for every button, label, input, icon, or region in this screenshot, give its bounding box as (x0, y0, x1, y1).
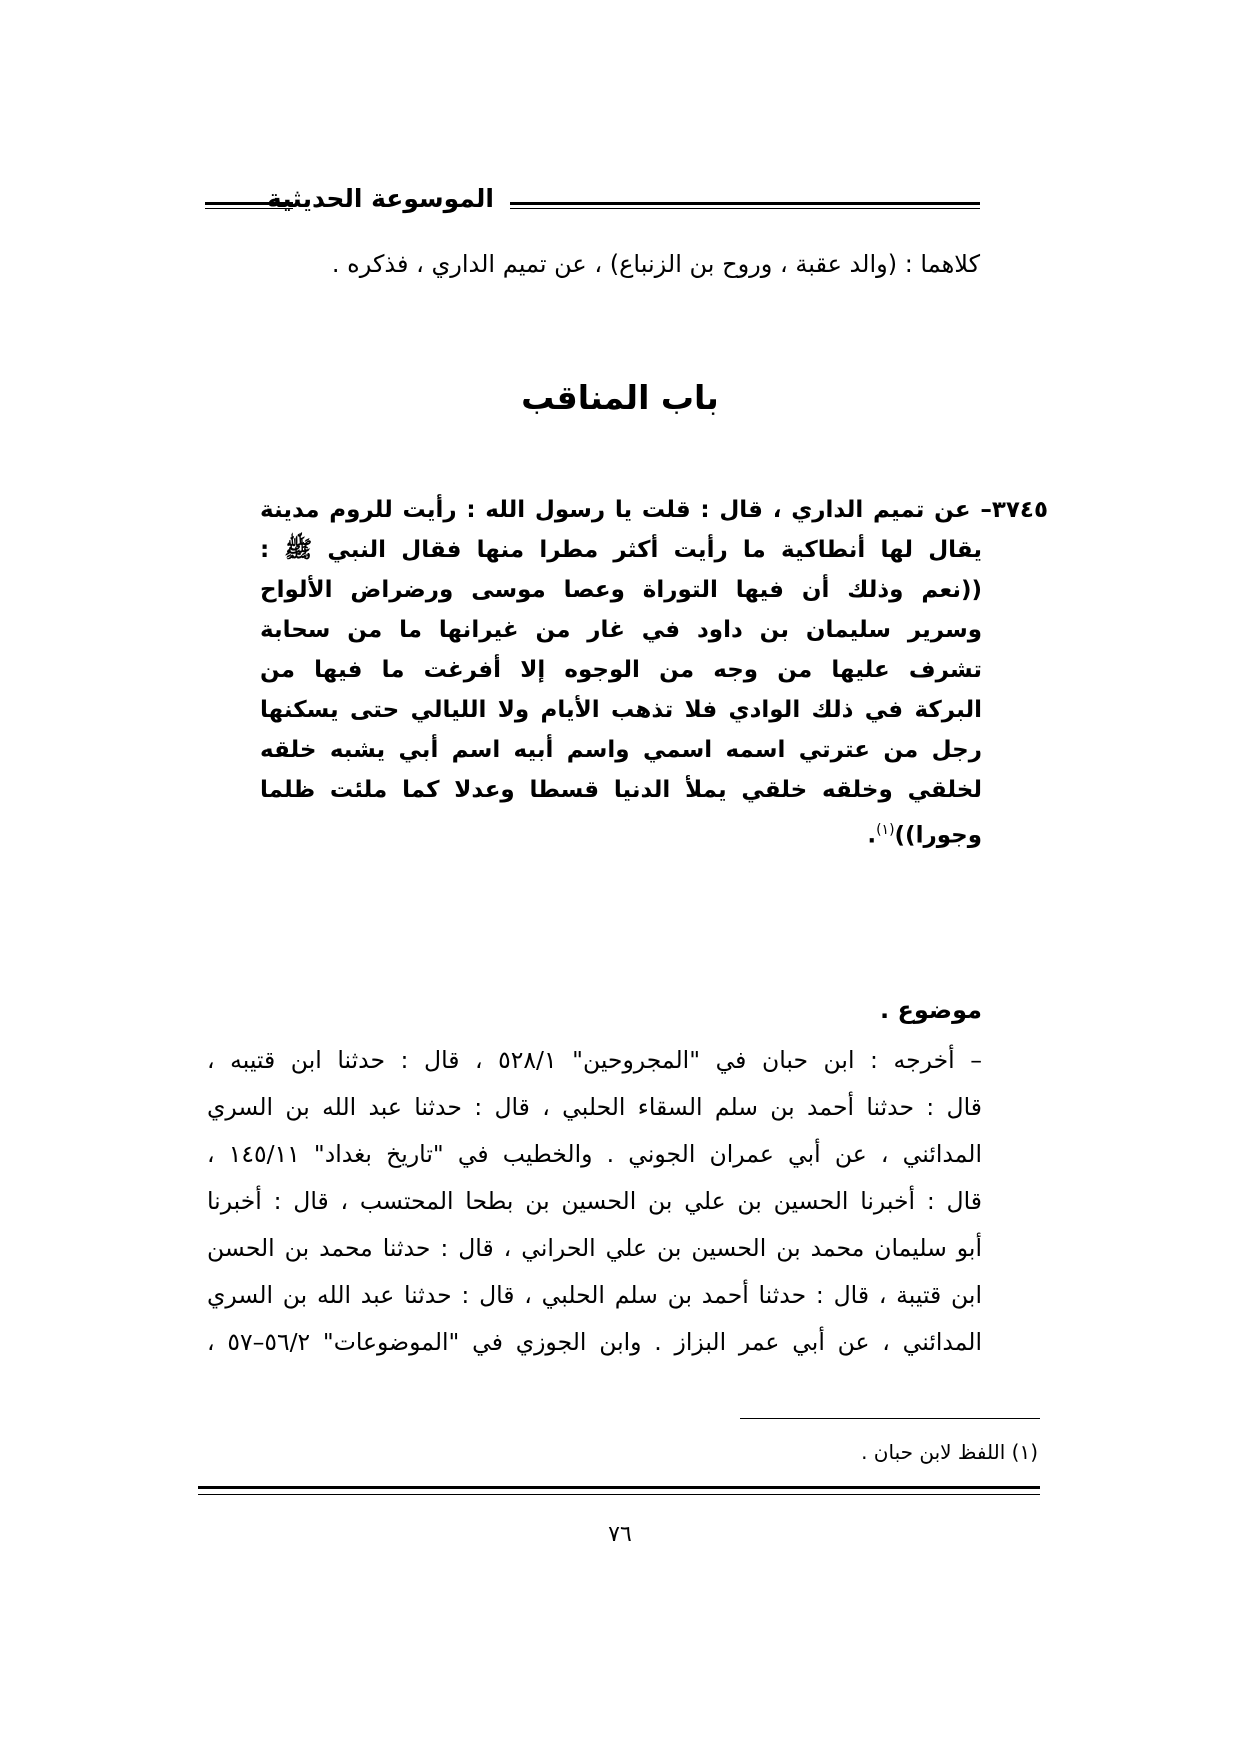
hadith-grade: موضوع . (879, 996, 982, 1024)
chapter-title: باب المناقب (521, 378, 719, 417)
bottom-rule (198, 1486, 1040, 1495)
takhrij-line-3: المدائني ، عن أبي عمران الجوني . والخطيب في "تاريخ بغداد" ١٤٥/١١ ، (207, 1140, 982, 1168)
hadith-line-9 (260, 810, 982, 856)
hadith-line-4: وسرير سليمان بن داود في غار من غيرانها ما من سحابة (260, 617, 982, 643)
hadith-last-line: وجورا)) (894, 822, 982, 849)
footnote: (١) اللفظ لابن حبان . (861, 1440, 1038, 1464)
page-number: ٧٦ (608, 1522, 632, 1547)
running-header (205, 184, 980, 224)
hadith-line-6: البركة في ذلك الوادي فلا تذهب الأيام ولا الليالي حتى يسكنها (260, 697, 982, 723)
footnote-ref: (١) (876, 822, 895, 838)
hadith-last-line-end: . (867, 822, 877, 849)
hadith-line-3: ((نعم وذلك أن فيها التوراة وعصا موسى ورضراض الألواح (260, 577, 982, 603)
hadith-line-1 (260, 490, 1048, 530)
hadith-number: ٣٧٤٥– (980, 497, 1048, 523)
header-rule-left (205, 202, 293, 209)
footnote-separator (740, 1418, 1040, 1419)
takhrij-line-6: ابن قتيبة ، قال : حدثنا أحمد بن سلم الحلبي ، قال : حدثنا عبد الله بن السري (207, 1281, 982, 1309)
takhrij-line-1: – أخرجه : ابن حبان في "المجروحين" ٥٢٨/١ ، قال : حدثنا ابن قتيبه ، (207, 1046, 982, 1074)
hadith-line-7: رجل من عترتي اسمه اسمي واسم أبيه اسم أبي يشبه خلقه (260, 737, 982, 763)
carryover-text: كلاهما : (والد عقبة ، وروح بن الزنباع) ، عن تميم الداري ، فذكره . (331, 250, 980, 278)
header-title: الموسوعة الحديثية (267, 184, 494, 213)
takhrij-line-7: المدائني ، عن أبي عمر البزاز . وابن الجوزي في "الموضوعات" ٥٦/٢–٥٧ ، (207, 1328, 983, 1356)
takhrij-line-5: أبو سليمان محمد بن الحسين بن علي الحراني ، قال : حدثنا محمد بن الحسن (207, 1234, 982, 1262)
hadith-line-8: لخلقي وخلقه خلقي يملأ الدنيا قسطا وعدلا كما ملئت ظلما (260, 777, 982, 803)
takhrij-line-2: قال : حدثنا أحمد بن سلم السقاء الحلبي ، قال : حدثنا عبد الله بن السري (207, 1093, 982, 1121)
hadith-line-5: تشرف عليها من وجه من الوجوه إلا أفرغت ما فيها من (260, 657, 982, 683)
hadith-line-text: عن تميم الداري ، قال : قلت يا رسول الله : رأيت للروم مدينة (260, 497, 971, 523)
takhrij-line-4: قال : أخبرنا الحسين بن علي بن الحسين بن بطحا المحتسب ، قال : أخبرنا (207, 1187, 982, 1215)
hadith-line-2: يقال لها أنطاكية ما رأيت أكثر مطرا منها فقال النبي ﷺ : (260, 537, 982, 563)
header-rule-right (510, 202, 980, 209)
